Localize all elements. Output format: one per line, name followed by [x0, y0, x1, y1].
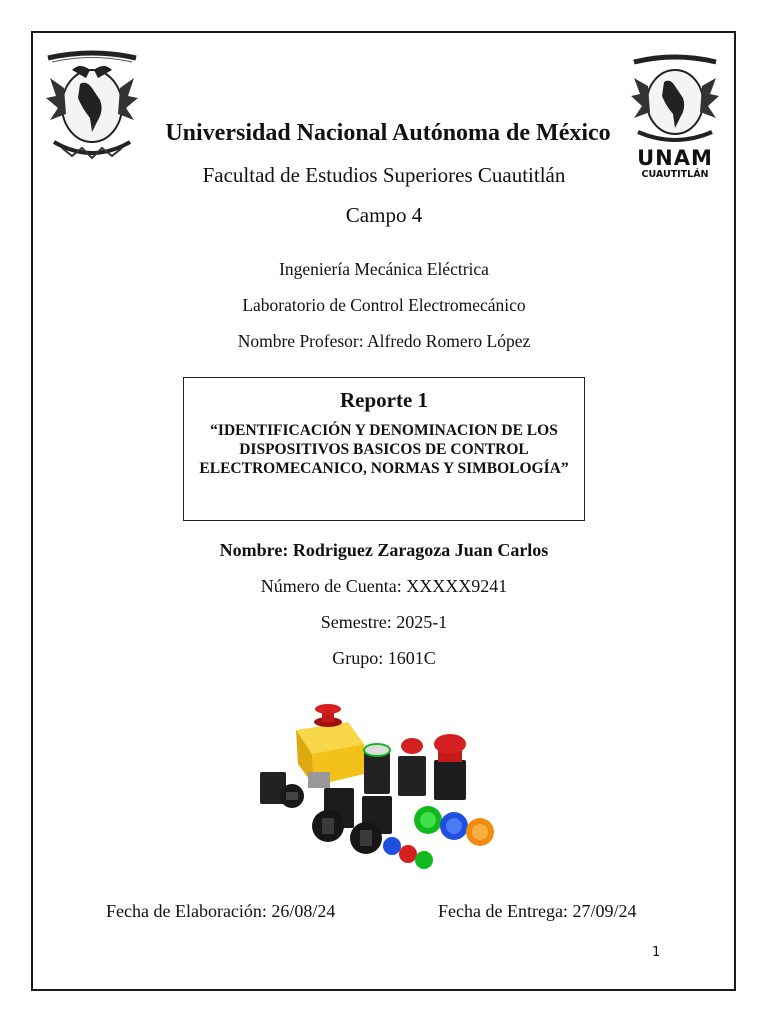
elaboration-date: Fecha de Elaboración: 26/08/24: [106, 901, 336, 921]
professor-name: Nombre Profesor: Alfredo Romero López: [237, 331, 531, 351]
semester: Semestre: 2025-1: [320, 612, 448, 632]
student-name: Nombre: Rodriguez Zaragoza Juan Carlos: [219, 540, 549, 560]
cuautitlan-logo-text: CUAUTITLÁN: [641, 169, 709, 180]
control-devices-illustration: [248, 700, 510, 876]
unam-logo-text: UNAM: [637, 146, 713, 170]
campus-name: Campo 4: [345, 203, 423, 227]
group: Grupo: 1601C: [332, 648, 436, 668]
delivery-date: Fecha de Entrega: 27/09/24: [438, 901, 637, 921]
university-name: Universidad Nacional Autónoma de México: [165, 120, 611, 146]
career-name: Ingeniería Mecánica Eléctrica: [279, 259, 489, 279]
report-title: Reporte 1: [339, 388, 429, 412]
report-title-box: [183, 377, 585, 521]
control-devices-photo: [248, 700, 510, 876]
report-subtitle: “IDENTIFICACIÓN Y DENOMINACION DE LOS DISPOSITIVOS BASICOS DE CONTROL ELECTROMECANICO, NORMAS Y SIMBOLOGÍA”: [199, 422, 569, 477]
lab-name: Laboratorio de Control Electromecánico: [242, 295, 526, 315]
faculty-name: Facultad de Estudios Superiores Cuautitlán: [202, 163, 566, 187]
page-number: 1: [652, 945, 661, 960]
account-number: Número de Cuenta: XXXXX9241: [260, 576, 508, 596]
